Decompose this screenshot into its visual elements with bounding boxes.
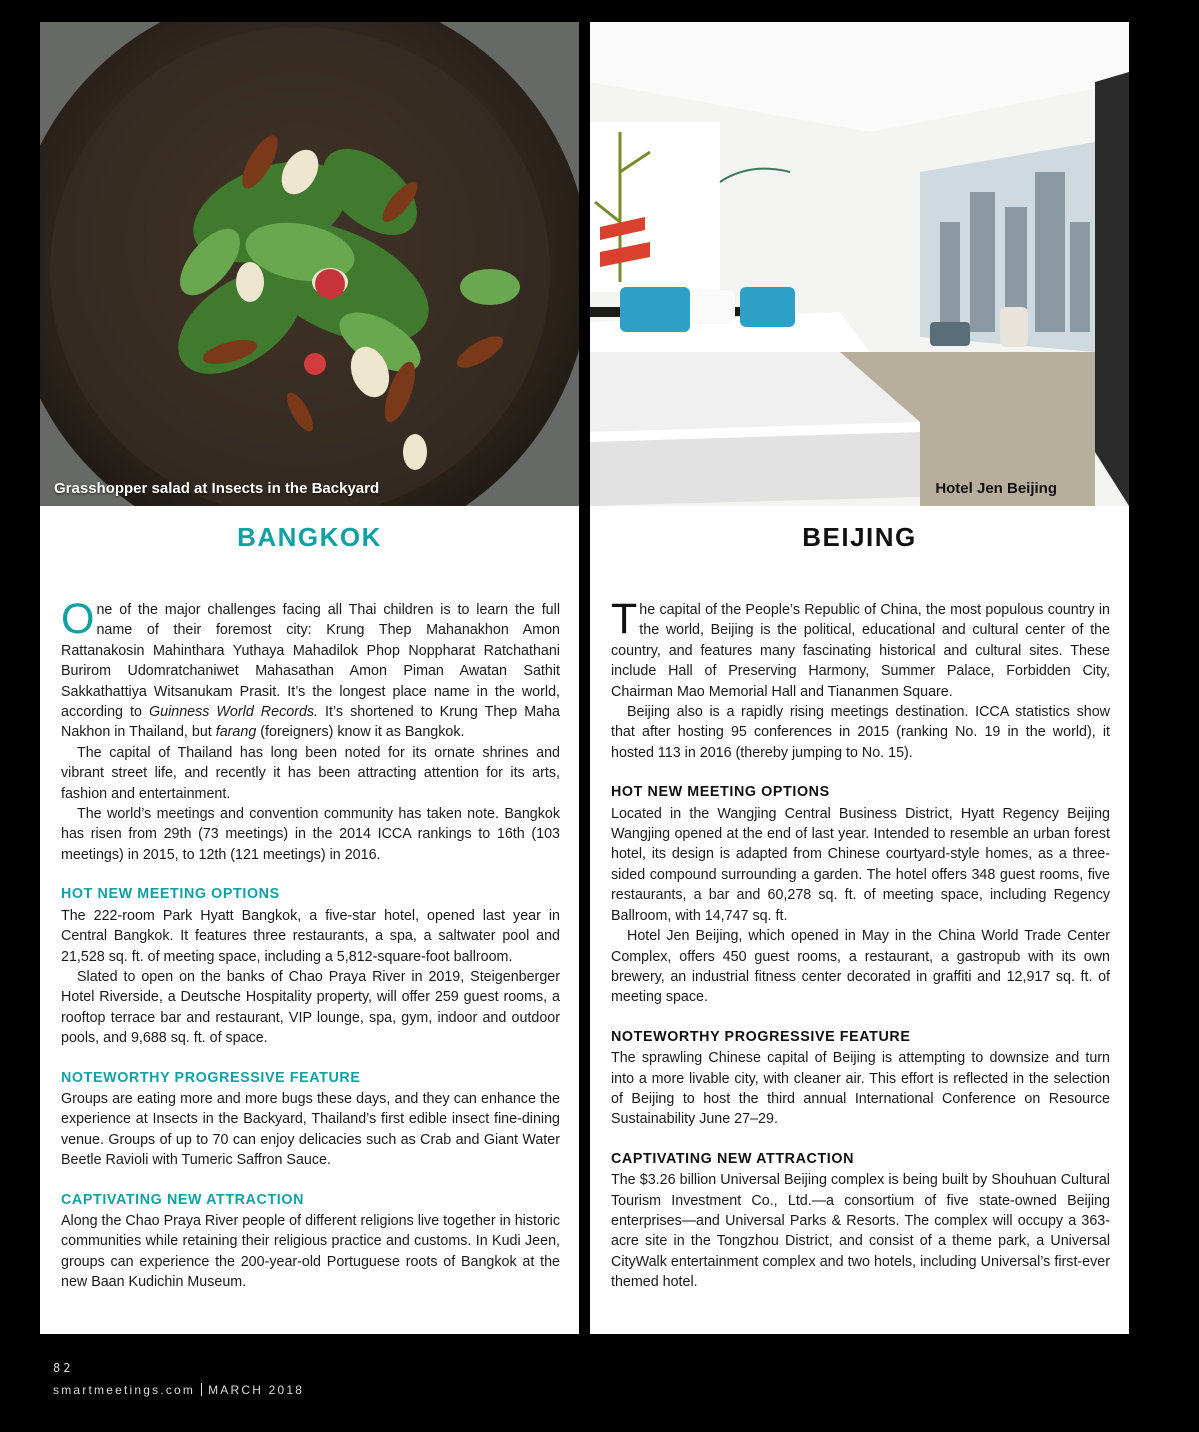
issue-date: MARCH 2018 [208, 1383, 305, 1397]
paragraph: Hotel Jen Beijing, which opened in May in the China World Trade Center Complex, offers 450 guest rooms, a restaurant, a gastropub with its own brewery, an industrial fitness center decorated in graffiti and 12,917 sq. ft. of meeting space. [611, 928, 1110, 1006]
footer-publication [53, 1383, 304, 1397]
paragraph: The sprawling Chinese capital of Beijing is attempting to downsize and turn into a more livable city, with cleaner air. This effort is reflected in the selection of Beijing to host the third annual International Conference on Resource Sustainability June 27–29. [611, 1050, 1110, 1128]
paragraph: The world’s meetings and convention community has taken note. Bangkok has risen from 29th (73 meetings) in the 2014 ICCA rankings to 16th (103 meetings) in 2015, to 12th (121 meetings) in 2016. [61, 806, 560, 863]
paragraph: The $3.26 billion Universal Beijing complex is being built by Shouhuan Cultural Tourism Investment Co., Ltd.—a consortium of five state-owned Beijing enterprises—and Universal Parks & Resorts. The complex will occupy a 363-acre site in the Tongzhou District, and consist of a theme park, a Universal CityWalk entertainment complex and two hotels, including Universal’s first-ever themed hotel. [611, 1172, 1110, 1291]
section-heading: NOTEWORTHY PROGRESSIVE FEATURE [611, 1028, 911, 1045]
intro-text: he capital of the People’s Republic of China, the most populous country in the world, Beijing is the political, educational and cultural center of the country, and features many fascinating historical and cultural sites. These include Hall of Preserving Harmony, Summer Palace, Forbidden City, Chairman Mao Memorial Hall and Tiananmen Square. [611, 602, 1110, 700]
drop-cap: T [611, 595, 638, 643]
paragraph: Beijing also is a rapidly rising meetings destination. ICCA statistics show that after hosting 95 conferences in 2015 (ranking No. 19 in the world), it hosted 113 in 2016 (thereby jumping to No. 15). [611, 704, 1110, 761]
grasshopper-salad-photo [40, 22, 579, 506]
paragraph: Groups are eating more and more bugs these days, and they can enhance the experience at Insects in the Backyard, Thailand’s first edible insect fine-dining venue. Groups of up to 70 can enjoy delicacies such as Crab and Giant Water Beetle Ravioli with Tumeric Saffron Sauce. [61, 1090, 560, 1169]
paragraph: Along the Chao Praya River people of different religions live together in historic communities while retaining their religious practice and customs. In Kudi Jeen, groups can experience the 200-year-old Portuguese roots of Bangkok at the new Baan Kudichin Museum. [61, 1212, 560, 1291]
section-heading: HOT NEW MEETING OPTIONS [611, 784, 830, 801]
intro-italic-farang: farang [215, 724, 257, 741]
beijing-article-body [611, 595, 1110, 1293]
photo-caption: Grasshopper salad at Insects in the Backyard [54, 480, 380, 497]
intro-text: ne of the major challenges facing all Thai children is to learn the full name of their foremost city: Krung Thep Mahanakhon Amon Rattanakosin Mahinthara Yuthaya Mahadilok Phop Noppharat Ratchathani Burirom Udomratchaniwet Mahasathan Amon Piman Awatan Sathit Sakkathattiya Witsanukam Prasit. It’s the longest place name in the world, according to [61, 602, 560, 721]
hotel-room-photo [590, 22, 1129, 506]
paragraph: Located in the Wangjing Central Business District, Hyatt Regency Beijing Wangjing opened at the end of last year. Intended to resemble an urban forest hotel, its design is adapted from Chinese courtyard-style homes, as a three-sided compound surrounding a garden. The hotel offers 348 guest rooms, five restaurants, a bar and 60,278 sq. ft. of meeting space, including Regency Ballroom, with 14,747 sq. ft. [611, 805, 1110, 924]
intro-italic-guinness: Guinness World Records. [149, 704, 319, 721]
city-title-bangkok: BANGKOK [237, 522, 382, 552]
salad-illustration [40, 22, 579, 506]
intro-paragraph [611, 595, 1110, 702]
page-number: 82 [53, 1361, 74, 1375]
bangkok-column [40, 22, 579, 1334]
section-heading: HOT NEW MEETING OPTIONS [61, 886, 280, 903]
paragraph: The capital of Thailand has long been noted for its ornate shrines and vibrant street life, and recently it has been attracting attention for its arts, fashion and entertainment. [61, 744, 560, 802]
site-name: smartmeetings.com [53, 1383, 196, 1397]
photo-caption: Hotel Jen Beijing [935, 480, 1057, 497]
section-heading: CAPTIVATING NEW ATTRACTION [61, 1191, 305, 1208]
hotel-room-illustration [590, 22, 1129, 506]
intro-text-mid: It’s shortened to Krung Thep Maha Nakhon in Thailand, but [61, 704, 560, 741]
section-heading: CAPTIVATING NEW ATTRACTION [611, 1150, 855, 1167]
intro-text-end: (foreigners) know it as Bangkok. [256, 724, 465, 741]
section-heading: NOTEWORTHY PROGRESSIVE FEATURE [61, 1069, 361, 1086]
city-title-beijing: BEIJING [802, 522, 917, 552]
bangkok-article-body [61, 595, 560, 1293]
intro-paragraph [61, 595, 560, 743]
paragraph: Slated to open on the banks of Chao Praya River in 2019, Steigenberger Hotel Riverside, a Deutsche Hospitality property, will offer 259 guest rooms, a rooftop terrace bar and restaurant, VIP lounge, spa, gym, indoor and outdoor pools, and 9,688 sq. ft. of space. [61, 968, 560, 1047]
drop-cap: O [61, 595, 95, 643]
beijing-column [590, 22, 1129, 1334]
divider [201, 1383, 202, 1396]
paragraph: The 222-room Park Hyatt Bangkok, a five-star hotel, opened last year in Central Bangkok. It features three restaurants, a spa, a saltwater pool and 21,528 sq. ft. of meeting space, including a 5,812-square-foot ballroom. [61, 907, 560, 965]
